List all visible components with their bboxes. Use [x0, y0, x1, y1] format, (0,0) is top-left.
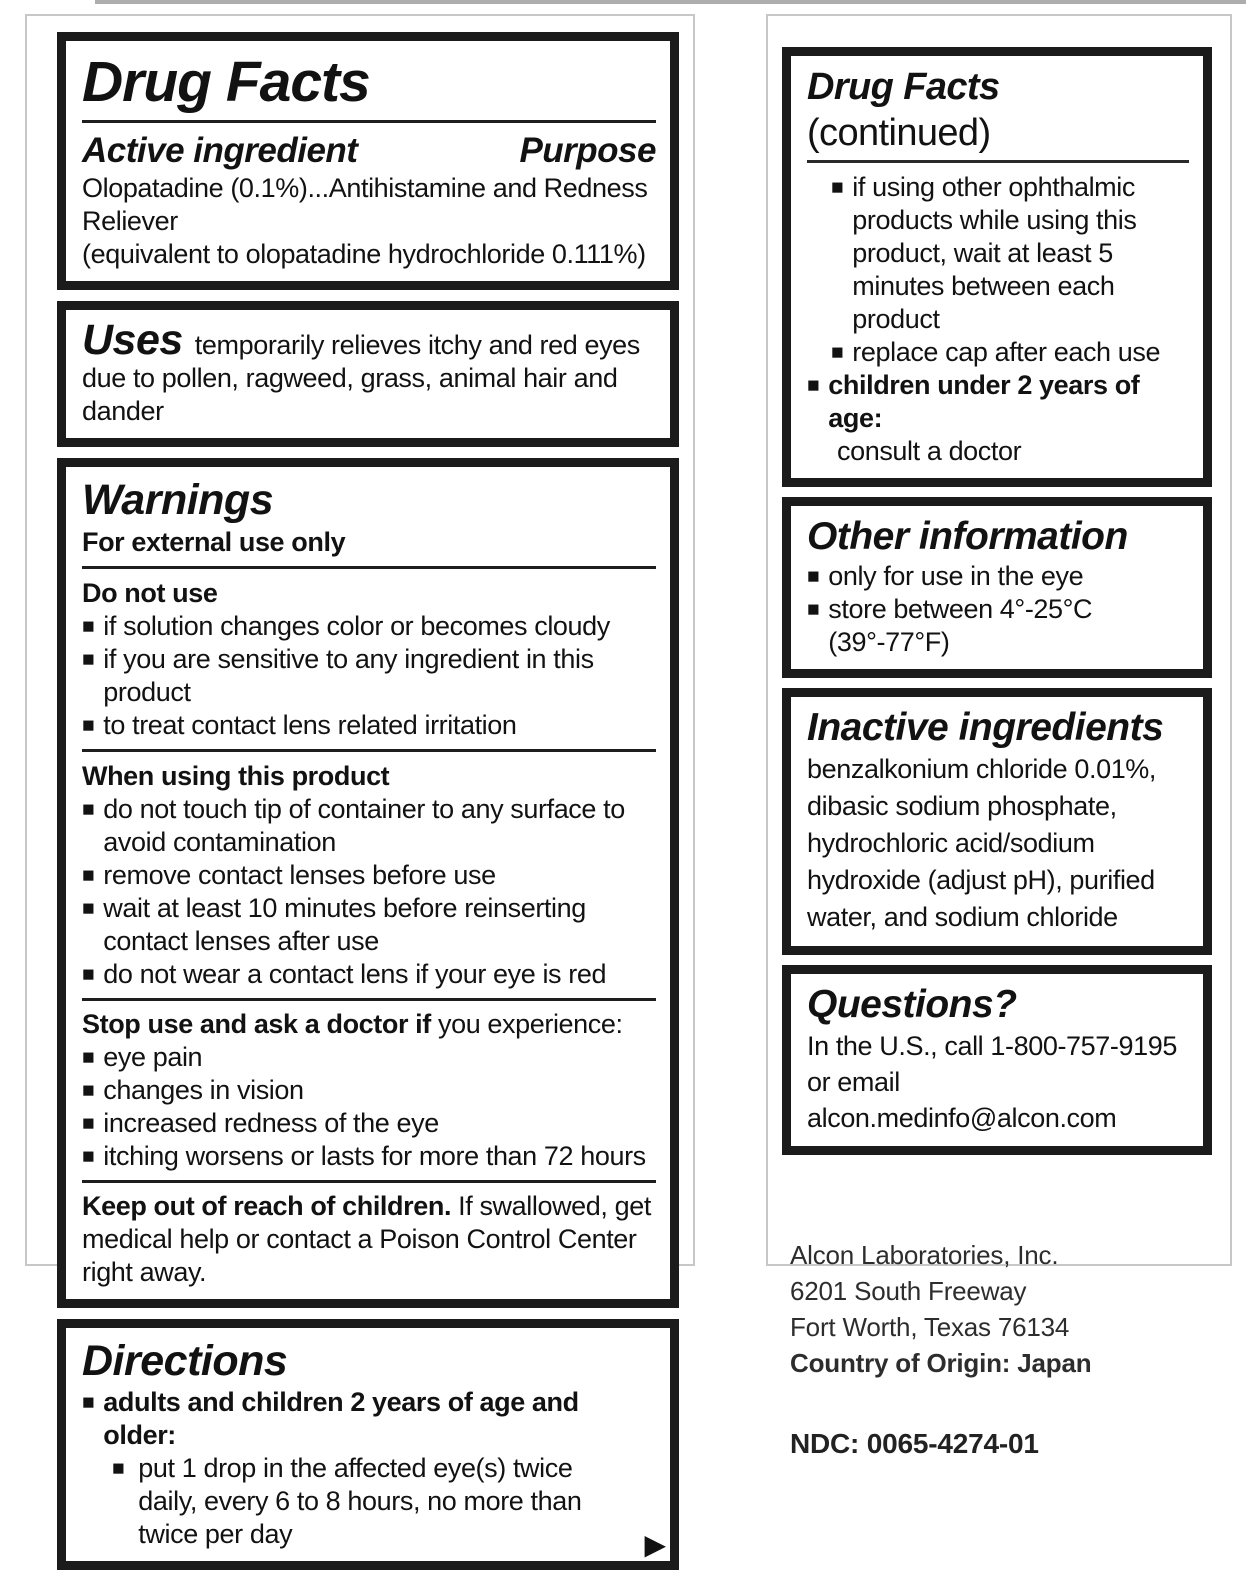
list-item-text: if solution changes color or becomes cloudy	[103, 611, 610, 641]
divider	[82, 120, 656, 123]
do-not-use-subhead: Do not use	[82, 578, 218, 608]
list-item-text: changes in vision	[103, 1075, 304, 1105]
warnings-heading: Warnings	[82, 476, 274, 524]
bullet-icon: ■	[831, 341, 844, 364]
divider	[807, 160, 1189, 163]
country-of-origin: Country of Origin: Japan	[790, 1348, 1092, 1378]
manufacturer-address1: 6201 South Freeway	[790, 1276, 1027, 1306]
list-item-text: increased redness of the eye	[103, 1108, 439, 1138]
list-item	[82, 958, 656, 991]
bullet-icon: ■	[831, 176, 844, 199]
list-item	[82, 859, 656, 892]
questions-box	[782, 965, 1212, 1155]
bullet-icon: ■	[82, 1046, 95, 1069]
bullet-icon: ■	[807, 598, 820, 621]
list-item	[82, 643, 656, 709]
manufacturer-name: Alcon Laboratories, Inc.	[790, 1240, 1059, 1270]
bullet-icon: ■	[82, 648, 95, 671]
bullet-icon: ■	[82, 963, 95, 986]
manufacturer-address2: Fort Worth, Texas 76134	[790, 1312, 1070, 1342]
bullet-icon: ■	[82, 1145, 95, 1168]
questions-heading: Questions?	[807, 983, 1017, 1026]
list-item	[82, 709, 656, 742]
questions-text: In the U.S., call 1-800-757-9195 or email alcon.medinfo@alcon.com	[807, 1031, 1177, 1133]
inactive-ingredients-text: benzalkonium chloride 0.01%, dibasic sodium phosphate, hydrochloric acid/sodium hydroxide (adjust pH), purified water, and sodium chloride	[807, 754, 1157, 932]
scan-edge-artifact	[95, 0, 1246, 4]
uses-heading: Uses	[82, 316, 183, 364]
drug-facts-header-box	[57, 32, 679, 290]
list-item	[807, 560, 1189, 593]
list-item-text: remove contact lenses before use	[103, 860, 496, 890]
list-item	[831, 171, 1189, 336]
bullet-icon: ■	[112, 1457, 125, 1480]
bullet-icon: ■	[82, 714, 95, 737]
inactive-ingredients-heading: Inactive ingredients	[807, 706, 1164, 749]
keep-out-bold: Keep out of reach of children.	[82, 1191, 452, 1221]
list-item-text: if you are sensitive to any ingredient in this product	[103, 644, 594, 707]
continued-title-bold: Drug Facts	[807, 66, 1000, 108]
bullet-icon: ■	[82, 1112, 95, 1135]
list-item-text: only for use in the eye	[828, 561, 1084, 591]
bullet-icon: ■	[82, 798, 95, 821]
bullet-icon: ■	[82, 615, 95, 638]
stop-use-bold: Stop use and ask a doctor if	[82, 1009, 431, 1039]
list-item	[831, 336, 1189, 369]
list-item	[82, 793, 656, 859]
list-item	[807, 369, 1189, 435]
keep-out-paragraph	[82, 1190, 656, 1289]
bullet-icon: ■	[82, 864, 95, 887]
bullet-icon: ■	[82, 897, 95, 920]
divider	[82, 998, 656, 1001]
directions-heading: Directions	[82, 1337, 288, 1385]
drug-facts-title: Drug Facts	[82, 50, 370, 114]
list-item-text: do not touch tip of container to any surface to avoid contamination	[103, 794, 625, 857]
continue-arrow-icon: ▶	[644, 1529, 666, 1560]
continued-title-rest: (continued)	[807, 112, 991, 154]
list-item	[82, 1074, 656, 1107]
list-item	[807, 593, 1189, 659]
list-item-text: put 1 drop in the affected eye(s) twice daily, every 6 to 8 hours, no more than twice per day	[138, 1453, 582, 1549]
when-using-subhead: When using this product	[82, 761, 390, 791]
active-ingredient-row	[82, 130, 656, 172]
list-item-text: adults and children 2 years of age and older:	[103, 1387, 579, 1450]
bullet-icon: ■	[807, 374, 820, 397]
list-item-text: do not wear a contact lens if your eye is red	[103, 959, 607, 989]
list-item-text: wait at least 10 minutes before reinserting contact lenses after use	[103, 893, 586, 956]
bullet-icon: ■	[82, 1079, 95, 1102]
stop-use-subhead	[82, 1008, 656, 1041]
uses-text: temporarily relieves itchy and red eyes due to pollen, ragweed, grass, animal hair and dander	[82, 330, 640, 426]
list-item-text: to treat contact lens related irritation	[103, 710, 517, 740]
list-item-text: replace cap after each use	[852, 337, 1161, 367]
stop-use-rest: you experience:	[430, 1009, 623, 1039]
continued-title	[807, 64, 1189, 156]
list-item-text: store between 4°-25°C (39°-77°F)	[828, 594, 1093, 657]
bullet-icon: ■	[82, 1391, 95, 1414]
divider	[82, 749, 656, 752]
active-ingredient-line1: Olopatadine (0.1%)...Antihistamine and Redness Reliever	[82, 173, 648, 236]
manufacturer-block	[790, 1237, 1230, 1381]
list-item	[82, 1140, 656, 1173]
divider	[82, 1180, 656, 1183]
list-item	[82, 1107, 656, 1140]
list-item-text: children under 2 years of age:	[828, 370, 1140, 433]
other-information-box	[782, 497, 1212, 678]
list-item	[112, 1452, 656, 1551]
list-item	[82, 1386, 656, 1452]
bullet-icon: ■	[807, 565, 820, 588]
list-item-continuation: consult a doctor	[837, 436, 1022, 466]
list-item	[82, 1041, 656, 1074]
warnings-box	[57, 458, 679, 1308]
list-item-text: itching worsens or lasts for more than 72 hours	[103, 1141, 646, 1171]
active-ingredient-heading: Active ingredient	[82, 131, 358, 170]
list-item	[82, 892, 656, 958]
list-item-text: eye pain	[103, 1042, 203, 1072]
divider	[82, 566, 656, 569]
ndc-number: NDC: 0065-4274-01	[790, 1428, 1039, 1459]
uses-box	[57, 301, 679, 447]
active-ingredient-line2: (equivalent to olopatadine hydrochloride 0.111%)	[82, 239, 646, 269]
list-item-text: if using other ophthalmic products while using this product, wait at least 5 minutes between each product	[852, 172, 1137, 334]
uses-paragraph	[82, 318, 656, 428]
inactive-ingredients-box	[782, 688, 1212, 955]
list-item	[82, 610, 656, 643]
drug-facts-continued-box	[782, 47, 1212, 487]
other-information-heading: Other information	[807, 515, 1128, 558]
directions-box	[57, 1319, 679, 1570]
drug-facts-left-panel	[25, 14, 695, 1560]
drug-facts-right-panel	[766, 14, 1232, 1459]
external-use-subhead: For external use only	[82, 527, 346, 557]
keep-out-rest: If swallowed, get medical help or contact a Poison Control Center right away.	[82, 1191, 651, 1287]
purpose-heading: Purpose	[519, 131, 656, 170]
